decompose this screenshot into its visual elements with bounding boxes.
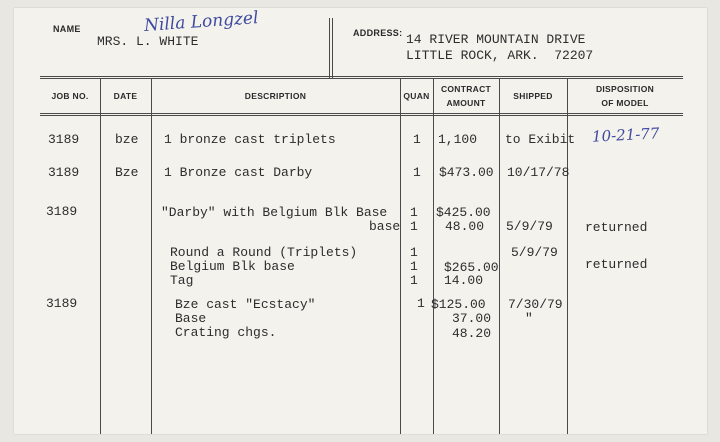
row2-date: Bze (115, 165, 139, 180)
row5-shipped: 5/9/79 (511, 245, 558, 260)
row1-job: 3189 (48, 132, 80, 147)
row2-job: 3189 (48, 165, 80, 180)
row8-quan: 1 (417, 296, 425, 311)
row4-shipped: 5/9/79 (506, 219, 553, 234)
row1-disposition: 10-21-77 (591, 124, 660, 146)
row8-shipped: 7/30/79 (508, 297, 563, 312)
table-top-rule-2 (40, 78, 683, 79)
row9-shipped: " (525, 311, 533, 326)
address-line-2: LITTLE ROCK, ARK. 72207 (406, 48, 594, 63)
col-header-disposition: DISPOSITION (595, 84, 655, 94)
row3-quan: 1 (410, 205, 418, 220)
row7-description: Tag (170, 273, 194, 288)
row7-amount: 14.00 (444, 273, 484, 288)
row2-shipped: 10/17/78 (507, 165, 570, 180)
record-card (14, 8, 707, 434)
row3-description: "Darby" with Belgium Blk Base (161, 205, 388, 220)
row1-amount: 1,100 (438, 132, 478, 147)
row10-description: Crating chgs. (175, 325, 277, 340)
row1-description: 1 bronze cast triplets (164, 132, 336, 147)
header-bottom-rule-2 (40, 115, 683, 116)
customer-name: MRS. L. WHITE (97, 34, 199, 49)
address-line-1: 14 RIVER MOUNTAIN DRIVE (406, 32, 586, 47)
col-header-amount: AMOUNT (446, 98, 486, 108)
row7-quan: 1 (410, 273, 418, 288)
col-header-description: DESCRIPTION (244, 91, 307, 101)
col-divider-date (151, 78, 152, 434)
row1-date: bze (115, 132, 139, 147)
row3-job: 3189 (46, 204, 78, 219)
row6-description: Belgium Blk base (170, 259, 295, 274)
row5-quan: 1 (410, 245, 418, 260)
row5-description: Round a Round (Triplets) (170, 245, 358, 260)
col-divider-desc (400, 78, 401, 434)
row1-shipped: to Exibit (505, 132, 576, 147)
col-divider-job (100, 78, 101, 434)
row2-amount: $473.00 (439, 165, 494, 180)
row9-amount: 37.00 (452, 311, 492, 326)
row2-quan: 1 (413, 165, 421, 180)
row10-amount: 48.20 (452, 326, 492, 341)
col-header-shipped: SHIPPED (513, 91, 553, 101)
address-label: ADDRESS: (353, 28, 403, 38)
row8-job: 3189 (46, 296, 78, 311)
row4-amount: 48.00 (445, 219, 485, 234)
row6-amount: $265.00 (444, 260, 499, 275)
col-header-of-model: OF MODEL (601, 98, 649, 108)
row6-disposition: returned (585, 257, 648, 272)
row6-quan: 1 (410, 259, 418, 274)
header-divider (329, 18, 330, 78)
row3-amount: $425.00 (436, 205, 491, 220)
table-top-rule (40, 76, 683, 77)
row2-description: 1 Bronze cast Darby (164, 165, 313, 180)
col-header-contract: CONTRACT (440, 84, 492, 94)
row8-amount: $125.00 (431, 297, 486, 312)
col-header-quan: QUAN (403, 91, 430, 101)
row4-description: base (369, 219, 401, 234)
col-divider-quan (433, 78, 434, 434)
handwritten-name: Nilla Longzel (143, 8, 260, 36)
row4-disposition: returned (585, 220, 648, 235)
col-header-date: DATE (113, 91, 138, 101)
row9-description: Base (175, 311, 207, 326)
header-divider-inner (332, 18, 333, 78)
name-label: NAME (53, 24, 81, 34)
col-header-job-no: JOB NO. (51, 91, 89, 101)
row1-quan: 1 (413, 132, 421, 147)
header-bottom-rule (40, 113, 683, 114)
col-divider-amount (499, 78, 500, 434)
row8-description: Bze cast "Ecstacy" (175, 297, 316, 312)
row4-quan: 1 (410, 219, 418, 234)
